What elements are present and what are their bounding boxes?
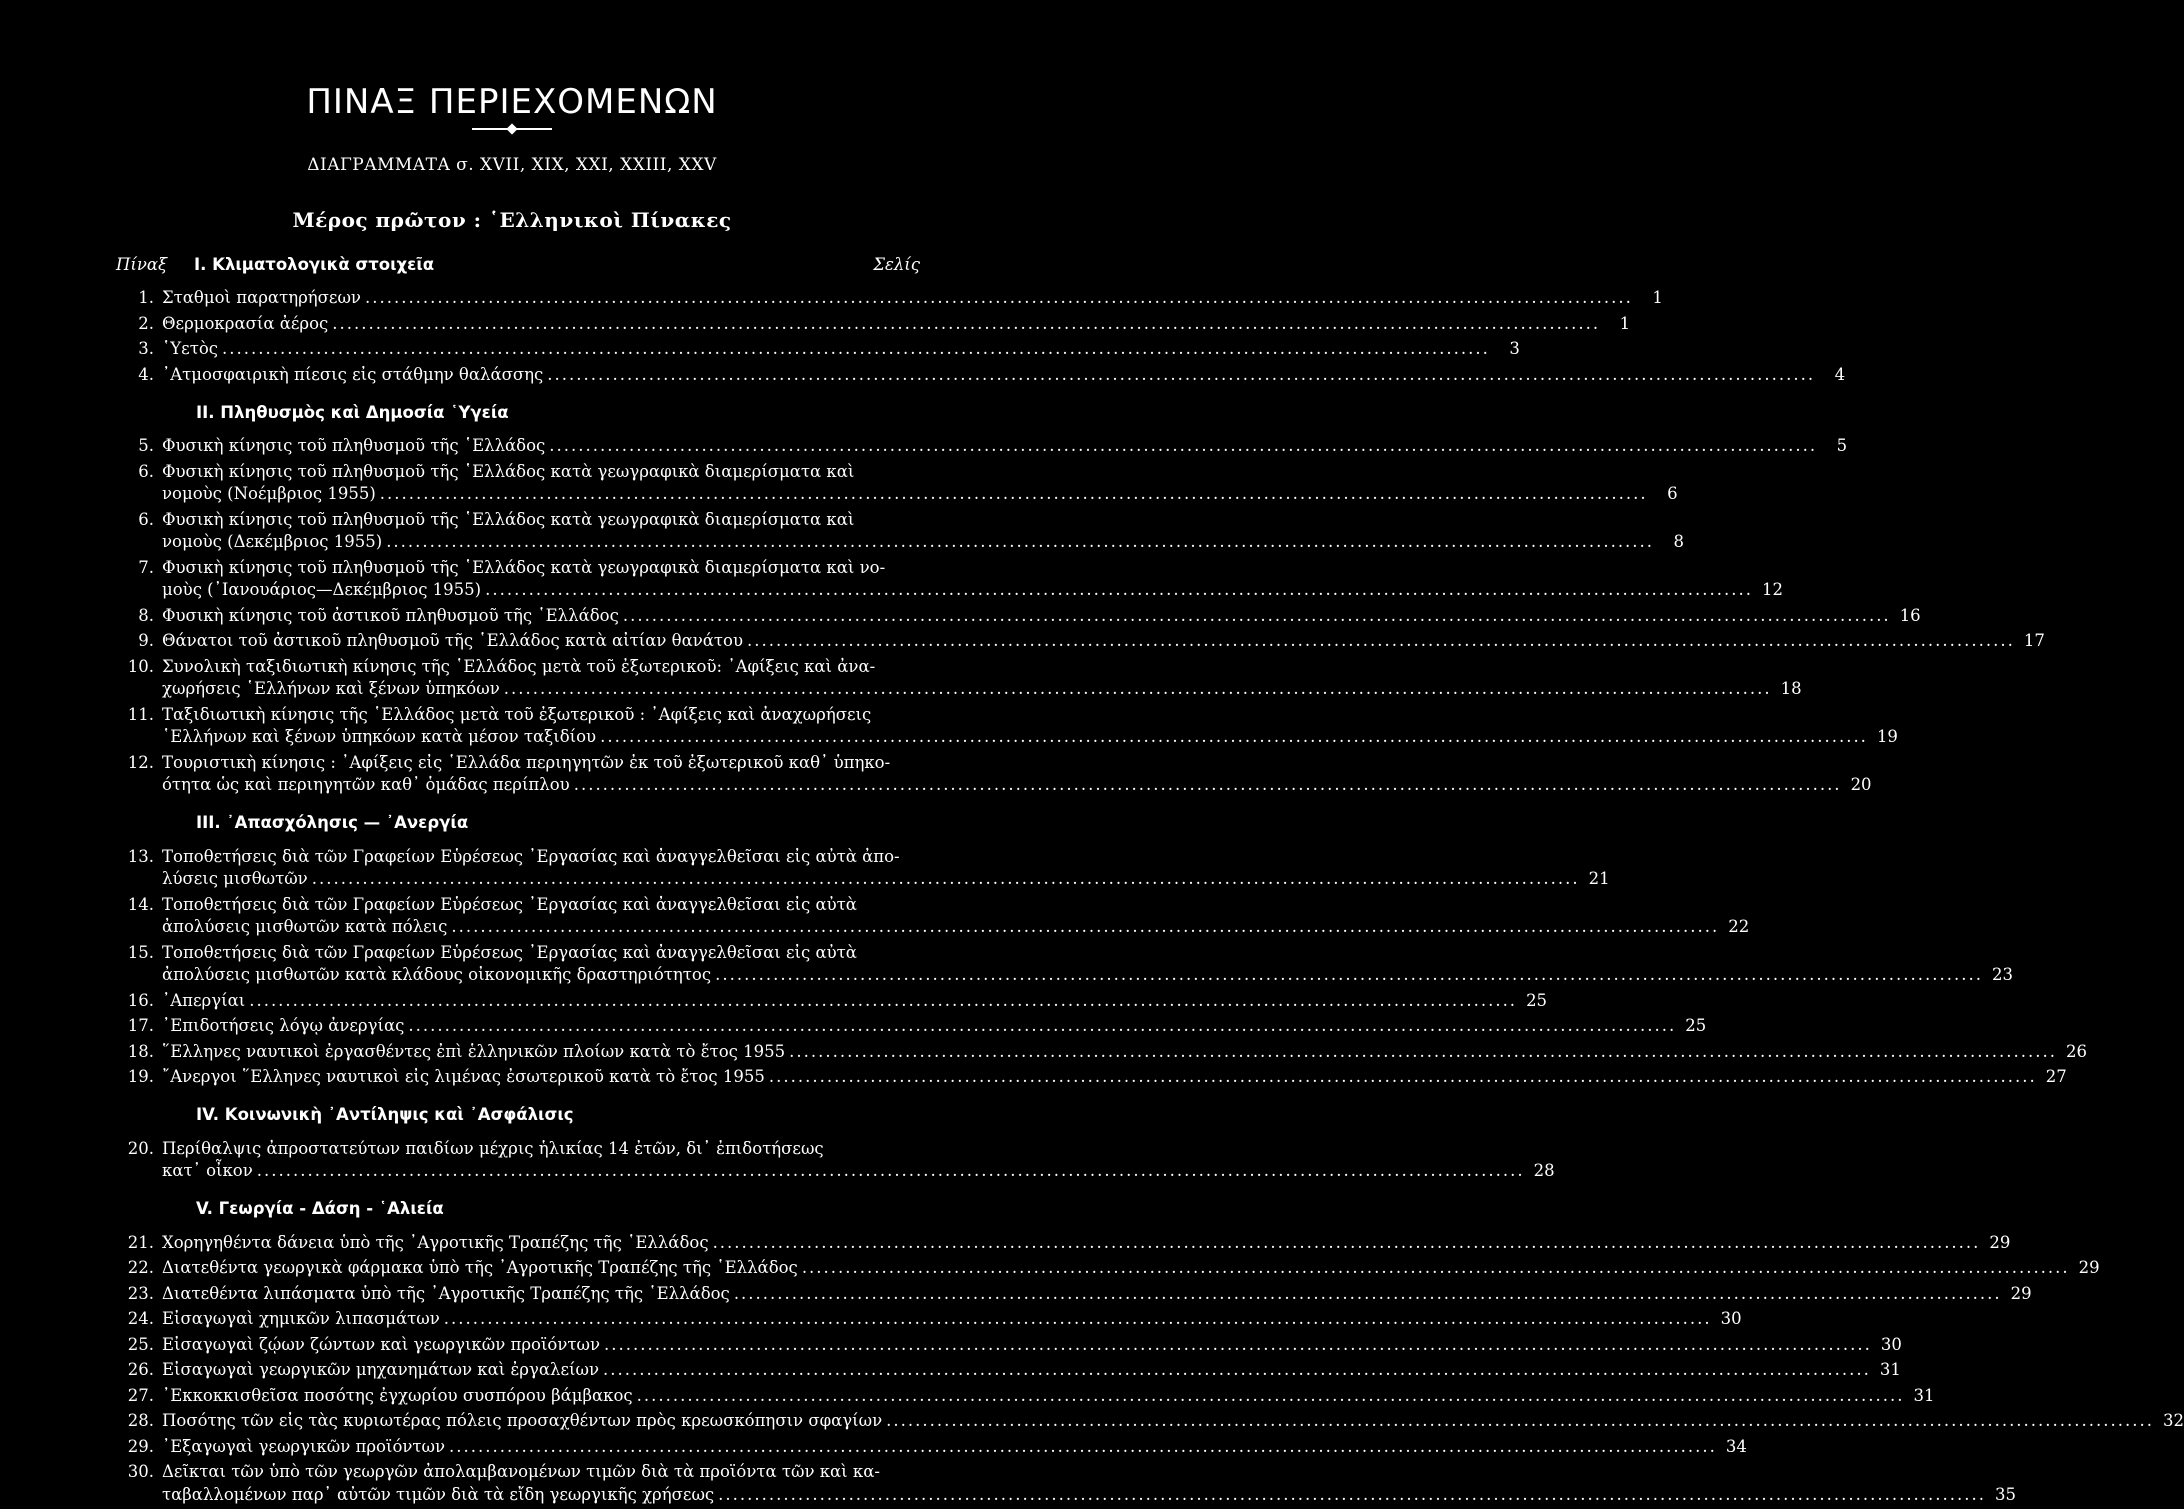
toc-entry <box>108 1283 2032 1306</box>
entry-text: ἀπολύσεις μισθωτῶν κατὰ κλάδους οἰκονομικῆς δραστηριότητος <box>162 965 712 984</box>
toc-entry <box>108 1436 1747 1459</box>
entry-number: 10. <box>127 656 154 676</box>
toc-entry <box>108 364 1846 387</box>
entry-last-line <box>162 1484 2016 1507</box>
toc-entry <box>108 942 2013 987</box>
toc-entry <box>108 605 1921 628</box>
entry-page-number: 20 <box>1850 775 1872 794</box>
entry-body <box>162 1410 2184 1433</box>
entry-number: 7. <box>138 557 154 577</box>
entry-number: 5. <box>138 436 154 455</box>
entry-body <box>162 1461 2016 1506</box>
toc-entry <box>108 1066 2067 1089</box>
entry-last-line <box>162 1232 2010 1255</box>
entry-last-line <box>162 579 1783 602</box>
section-title: IV. Κοινωνικὴ ᾿Αντίληψις καὶ ᾿Ασφάλισις <box>196 1105 574 1124</box>
entry-text: νομοὺς (Δεκέμβριος 1955) <box>162 532 383 551</box>
entry-page-number: 5 <box>1836 436 1848 455</box>
entry-page-number: 29 <box>2078 1258 2100 1277</box>
entry-last-line <box>162 483 1678 506</box>
entry-body <box>162 435 1847 458</box>
part-title: Μέρος πρῶτον : ῾Ελληνικοὶ Πίνακες <box>292 208 732 232</box>
entry-text: Φυσικὴ κίνησις τοῦ πληθυσμοῦ τῆς ῾Ελλάδος <box>162 436 546 455</box>
dot-leader <box>600 726 1868 749</box>
dot-leader <box>547 364 1815 387</box>
entry-last-line <box>162 1257 2100 1280</box>
entry-last-line <box>162 916 1749 939</box>
entry-page-number: 17 <box>2023 631 2045 650</box>
toc-entry <box>108 1232 2011 1255</box>
entry-text-line: Φυσικὴ κίνησις τοῦ πληθυσμοῦ τῆς ῾Ελλάδος κατὰ γεωγραφικὰ διαμερίσματα καὶ <box>162 461 855 481</box>
entry-last-line <box>162 630 2045 653</box>
entry-page-number: 21 <box>1588 869 1610 888</box>
dot-leader <box>886 1410 2154 1433</box>
toc-entry <box>108 1385 1935 1408</box>
toc-entry <box>108 752 1872 797</box>
toc-entry <box>108 338 1520 361</box>
section-title: I. Κλιματολογικὰ στοιχεῖα <box>194 255 435 274</box>
section-title: V. Γεωργία - Δάση - ῾Αλιεία <box>196 1199 444 1218</box>
entry-text: Χορηγηθέντα δάνεια ὑπὸ τῆς ᾿Αγροτικῆς Τραπέζης τῆς ῾Ελλάδος <box>162 1232 709 1252</box>
entry-number: 18. <box>127 1041 154 1061</box>
toc-entry <box>108 704 1898 749</box>
entry-number: 8. <box>138 605 154 625</box>
entry-body <box>162 1041 2087 1064</box>
entry-number: 21. <box>127 1232 154 1252</box>
entry-page-number: 31 <box>1879 1360 1901 1379</box>
entry-page-number: 35 <box>1995 1484 2017 1504</box>
entry-last-line <box>162 964 2013 987</box>
entry-page-number: 32 <box>2162 1411 2184 1430</box>
entry-body <box>162 605 1921 628</box>
entry-page-number: 1 <box>1619 313 1631 333</box>
entry-number: 24. <box>127 1309 154 1328</box>
toc-entry <box>108 630 2045 653</box>
entry-number: 2. <box>138 313 154 333</box>
entry-page-number: 30 <box>1880 1334 1902 1354</box>
entry-number: 29. <box>127 1436 154 1456</box>
entry-body <box>162 1257 2100 1280</box>
entry-last-line <box>162 990 1547 1013</box>
toc-entry <box>108 1257 2100 1280</box>
entry-number: 26. <box>127 1360 154 1379</box>
entry-text: Διατεθέντα λιπάσματα ὑπὸ τῆς ᾿Αγροτικῆς Τραπέζης τῆς ῾Ελλάδος <box>162 1283 730 1303</box>
entry-last-line <box>162 1066 2067 1089</box>
entry-text: ταβαλλομένων παρ᾿ αὐτῶν τιμῶν διὰ τὰ εἴδη γεωργικῆς χρήσεως <box>162 1484 715 1504</box>
entry-number: 28. <box>127 1411 154 1430</box>
entry-page-number: 31 <box>1913 1385 1935 1405</box>
dot-leader <box>802 1257 2070 1280</box>
entry-last-line <box>162 605 1921 628</box>
entry-body <box>162 990 1547 1013</box>
entry-last-line <box>162 1436 1747 1459</box>
entry-text: Εἰσαγωγαὶ ζῴων ζώντων καὶ γεωργικῶν προϊόντων <box>162 1334 600 1354</box>
entry-body <box>162 1359 1901 1382</box>
entry-number: 3. <box>138 339 154 358</box>
dot-leader <box>789 1041 2057 1064</box>
entry-text: ᾿Επιδοτήσεις λόγῳ ἀνεργίας <box>162 1016 405 1035</box>
entry-text: Διατεθέντα γεωργικὰ φάρμακα ὑπὸ τῆς ᾿Αγροτικῆς Τραπέζης τῆς ῾Ελλάδος <box>162 1258 798 1277</box>
entry-number: 25. <box>127 1334 154 1354</box>
entry-body <box>162 630 2045 653</box>
entry-text: ᾿Απεργίαι <box>162 990 246 1010</box>
toc-entry <box>108 461 1678 506</box>
entry-text-line: Δεῖκται τῶν ὑπὸ τῶν γεωργῶν ἀπολαμβανομένων τιμῶν διὰ τὰ προϊόντα τῶν καὶ κα- <box>162 1462 880 1481</box>
entry-last-line <box>162 1160 1555 1183</box>
entry-page-number: 28 <box>1533 1161 1555 1180</box>
toc-entry <box>108 1359 1901 1382</box>
dot-leader <box>449 1436 1717 1459</box>
entry-page-number: 8 <box>1673 532 1685 551</box>
entry-text: νομοὺς (Νοέμβριος 1955) <box>162 484 376 503</box>
toc-entry <box>108 1461 2017 1506</box>
entry-body <box>162 313 1630 336</box>
entry-last-line <box>162 1385 1935 1408</box>
toc-entry <box>108 1410 2184 1433</box>
toc-entry <box>108 509 1685 554</box>
entry-text: Φυσικὴ κίνησις τοῦ ἀστικοῦ πληθυσμοῦ τῆς ῾Ελλάδος <box>162 605 619 625</box>
entry-last-line <box>162 364 1845 387</box>
dot-leader <box>603 1359 1871 1382</box>
entry-number: 22. <box>127 1258 154 1277</box>
entry-page-number: 3 <box>1509 339 1520 358</box>
entry-text: Εἰσαγωγαὶ γεωργικῶν μηχανημάτων καὶ ἐργαλείων <box>162 1360 599 1379</box>
entry-body <box>162 338 1520 361</box>
toc-entry <box>108 1138 1555 1183</box>
entry-body <box>162 704 1898 749</box>
entry-body <box>162 287 1663 310</box>
entry-text-line: Τοποθετήσεις διὰ τῶν Γραφείων Εὑρέσεως ᾿Εργασίας καὶ ἀναγγελθεῖσαι εἰς αὐτὰ <box>162 942 857 962</box>
dot-leader <box>332 313 1600 336</box>
entry-body <box>162 656 1802 701</box>
dot-leader <box>715 964 1983 987</box>
entry-body <box>162 1385 1935 1408</box>
entry-text: ᾿Εξαγωγαὶ γεωργικῶν προϊόντων <box>162 1436 446 1456</box>
entry-text-line: Περίθαλψις ἀπροστατεύτων παιδίων μέχρις ἡλικίας 14 ἐτῶν, δι᾿ ἐπιδοτήσεως <box>162 1138 824 1158</box>
entry-text-line: Φυσικὴ κίνησις τοῦ πληθυσμοῦ τῆς ῾Ελλάδος κατὰ γεωγραφικὰ διαμερίσματα καὶ νο- <box>162 557 886 577</box>
entry-text-line: Τοποθετήσεις διὰ τῶν Γραφείων Εὑρέσεως ᾿Εργασίας καὶ ἀναγγελθεῖσαι εἰς αὐτὰ <box>162 894 857 914</box>
entry-page-number: 18 <box>1780 679 1802 698</box>
entry-body <box>162 1138 1555 1183</box>
column-label-table: Πίναξ <box>116 255 168 274</box>
column-label-page: Σελίς <box>873 255 920 274</box>
entry-last-line <box>162 1015 1706 1038</box>
entry-page-number: 26 <box>2066 1041 2087 1061</box>
entry-text: Θερμοκρασία ἀέρος <box>162 313 329 333</box>
entry-body <box>162 942 2013 987</box>
entry-page-number: 30 <box>1720 1309 1742 1328</box>
dot-leader <box>549 435 1817 458</box>
entry-body <box>162 1308 1742 1331</box>
entry-number: 20. <box>127 1138 154 1158</box>
entry-page-number: 25 <box>1685 1016 1707 1035</box>
entry-number: 13. <box>127 846 154 866</box>
entry-body <box>162 1066 2067 1089</box>
dot-leader <box>718 1484 1986 1507</box>
entry-last-line <box>162 1308 1742 1331</box>
entry-page-number: 16 <box>1899 605 1921 625</box>
entry-body <box>162 364 1845 387</box>
entry-last-line <box>162 1359 1901 1382</box>
section-title: II. Πληθυσμὸς καὶ Δημοσία ῾Υγεία <box>196 402 509 422</box>
entry-number: 6. <box>138 461 154 481</box>
entry-text: ῾Υετὸς <box>162 339 218 358</box>
toc-entry <box>108 656 1802 701</box>
entry-last-line <box>162 1041 2087 1064</box>
dot-leader <box>257 1160 1525 1183</box>
entry-text: Σταθμοὶ παρατηρήσεων <box>162 288 361 307</box>
dot-leader <box>504 678 1772 701</box>
entry-body <box>162 1334 1902 1357</box>
toc-entry <box>108 990 1548 1013</box>
entry-text: ἀπολύσεις μισθωτῶν κατὰ πόλεις <box>162 917 448 936</box>
dot-leader <box>408 1015 1676 1038</box>
entry-page-number: 34 <box>1725 1436 1747 1456</box>
entry-page-number: 6 <box>1667 484 1678 503</box>
toc-entry <box>108 846 1610 891</box>
title-ornament-diamond <box>506 123 517 134</box>
entry-last-line <box>162 774 1872 797</box>
entry-text-line: Τοποθετήσεις διὰ τῶν Γραφείων Εὑρέσεως ᾿Εργασίας καὶ ἀναγγελθεῖσαι εἰς αὐτὰ ἀπο- <box>162 846 900 866</box>
dot-leader <box>734 1283 2002 1306</box>
entry-body <box>162 509 1684 554</box>
entry-last-line <box>162 726 1898 749</box>
dot-leader <box>623 605 1891 628</box>
entry-text: Θάνατοι τοῦ ἀστικοῦ πληθυσμοῦ τῆς ῾Ελλάδος κατὰ αἰτίαν θανάτου <box>162 631 743 650</box>
entry-page-number: 25 <box>1526 990 1548 1010</box>
toc-entry <box>108 435 1848 458</box>
toc-entry <box>108 1334 1902 1357</box>
dot-leader <box>380 483 1648 506</box>
entry-number: 14. <box>127 894 154 914</box>
dot-leader <box>222 338 1490 361</box>
entry-body <box>162 557 1783 602</box>
entry-text-line: Ταξιδιωτικὴ κίνησις τῆς ῾Ελλάδος μετὰ τοῦ ἐξωτερικοῦ : ᾿Αφίξεις καὶ ἀναχωρήσεις <box>162 704 872 724</box>
dot-leader <box>769 1066 2037 1089</box>
entry-number: 23. <box>127 1283 154 1303</box>
entry-body <box>162 846 1610 891</box>
entry-number: 27. <box>127 1385 154 1405</box>
dot-leader <box>386 531 1654 554</box>
entry-number: 4. <box>138 364 154 384</box>
entry-page-number: 23 <box>1991 965 2013 984</box>
entry-text: μοὺς (᾿Ιανουάριος—Δεκέμβριος 1955) <box>162 580 482 599</box>
page-title: ΠΙΝΑΞ ΠΕΡΙΕΧΟΜΕΝΩΝ <box>306 82 718 122</box>
entry-page-number: 27 <box>2045 1067 2067 1086</box>
entry-body <box>162 461 1678 506</box>
entry-text: χωρήσεις ῾Ελλήνων καὶ ξένων ὑπηκόων <box>162 679 500 698</box>
entry-last-line <box>162 435 1847 458</box>
entry-text: ᾿Ατμοσφαιρικὴ πίεσις εἰς στάθμην θαλάσσης <box>162 364 544 384</box>
entry-text: Ποσότης τῶν εἰς τὰς κυριωτέρας πόλεις προσαχθέντων πρὸς κρεωσκόπησιν σφαγίων <box>162 1411 883 1430</box>
entry-body <box>162 1283 2032 1306</box>
entry-text-line: Τουριστικὴ κίνησις : ᾿Αφίξεις εἰς ῾Ελλάδα περιηγητῶν ἐκ τοῦ ἐξωτερικοῦ καθ᾿ ὑπηκο- <box>162 752 891 772</box>
entry-body <box>162 752 1872 797</box>
entry-last-line <box>162 313 1630 336</box>
entry-text: λύσεις μισθωτῶν <box>162 869 308 888</box>
entry-page-number: 29 <box>1989 1232 2011 1252</box>
toc-entry <box>108 1308 1742 1331</box>
dot-leader <box>747 630 2015 653</box>
entry-last-line <box>162 287 1663 310</box>
dot-leader <box>444 1308 1712 1331</box>
toc-header <box>108 255 920 287</box>
table-of-contents <box>108 255 2184 1509</box>
dot-leader <box>637 1385 1905 1408</box>
entry-text: κατ᾿ οἶκον <box>162 1161 253 1180</box>
entry-text: Εἰσαγωγαὶ χημικῶν λιπασμάτων <box>162 1309 440 1328</box>
entry-body <box>162 1436 1747 1459</box>
entry-page-number: 22 <box>1728 917 1750 936</box>
dot-leader <box>713 1232 1981 1255</box>
toc-entry <box>108 894 1750 939</box>
dot-leader <box>485 579 1753 602</box>
toc-entry <box>108 313 1631 336</box>
section-title: III. ᾿Απασχόλησις — ᾿Ανεργία <box>196 813 469 832</box>
entry-number: 30. <box>127 1462 154 1481</box>
entry-number: 17. <box>127 1016 154 1035</box>
entry-text: ῾Ελλήνων καὶ ξένων ὑπηκόων κατὰ μέσον ταξιδίου <box>162 727 597 746</box>
entry-page-number: 12 <box>1761 580 1783 599</box>
entry-last-line <box>162 1410 2184 1433</box>
dot-leader <box>312 868 1580 891</box>
entry-text: ῞Ελληνες ναυτικοὶ ἐργασθέντες ἐπὶ ἑλληνικῶν πλοίων κατὰ τὸ ἔτος 1955 <box>162 1041 786 1061</box>
entry-number: 6. <box>138 509 154 529</box>
entry-text-line: Συνολικὴ ταξιδιωτικὴ κίνησις τῆς ῾Ελλάδος μετὰ τοῦ ἐξωτερικοῦ: ᾿Αφίξεις καὶ ἀνα- <box>162 656 876 676</box>
dot-leader <box>574 774 1842 797</box>
entry-text: ότητα ὡς καὶ περιηγητῶν καθ᾿ ὁμάδας περίπλου <box>162 775 570 794</box>
diagrams-line: ΔΙΑΓΡΑΜΜΑΤΑ σ. XVII, XIX, XXI, XXIII, XXV <box>307 155 717 175</box>
entry-number: 19. <box>127 1067 154 1086</box>
entry-number: 1. <box>138 288 154 307</box>
entry-text: ᾿Εκκοκκισθεῖσα ποσότης ἐγχωρίου συσπόρου βάμβακος <box>162 1385 633 1405</box>
entry-number: 12. <box>127 752 154 772</box>
entry-page-number: 4 <box>1834 364 1846 384</box>
entry-page-number: 29 <box>2010 1283 2032 1303</box>
entry-page-number: 19 <box>1876 727 1898 746</box>
entry-text: ῎Ανεργοι ῞Ελληνες ναυτικοὶ εἰς λιμένας ἐσωτερικοῦ κατὰ τὸ ἔτος 1955 <box>162 1067 765 1086</box>
entry-body <box>162 1232 2010 1255</box>
entry-number: 15. <box>127 942 154 962</box>
entry-last-line <box>162 338 1520 361</box>
entry-last-line <box>162 678 1802 701</box>
entry-body <box>162 1015 1706 1038</box>
entry-body <box>162 894 1749 939</box>
entry-number: 11. <box>127 704 154 724</box>
toc-entry <box>108 557 1783 602</box>
toc-entry <box>108 1041 2087 1064</box>
dot-leader <box>249 990 1517 1013</box>
entry-page-number: 1 <box>1652 288 1663 307</box>
entry-last-line <box>162 1283 2032 1306</box>
entry-number: 16. <box>127 990 154 1010</box>
entry-number: 9. <box>138 631 154 650</box>
entry-text-line: Φυσικὴ κίνησις τοῦ πληθυσμοῦ τῆς ῾Ελλάδος κατὰ γεωγραφικὰ διαμερίσματα καὶ <box>162 509 855 529</box>
entry-last-line <box>162 1334 1902 1357</box>
dot-leader <box>604 1334 1872 1357</box>
toc-entry <box>108 287 1663 310</box>
entry-last-line <box>162 868 1610 891</box>
entry-last-line <box>162 531 1684 554</box>
dot-leader <box>451 916 1719 939</box>
toc-entry <box>108 1015 1707 1038</box>
dot-leader <box>365 287 1633 310</box>
